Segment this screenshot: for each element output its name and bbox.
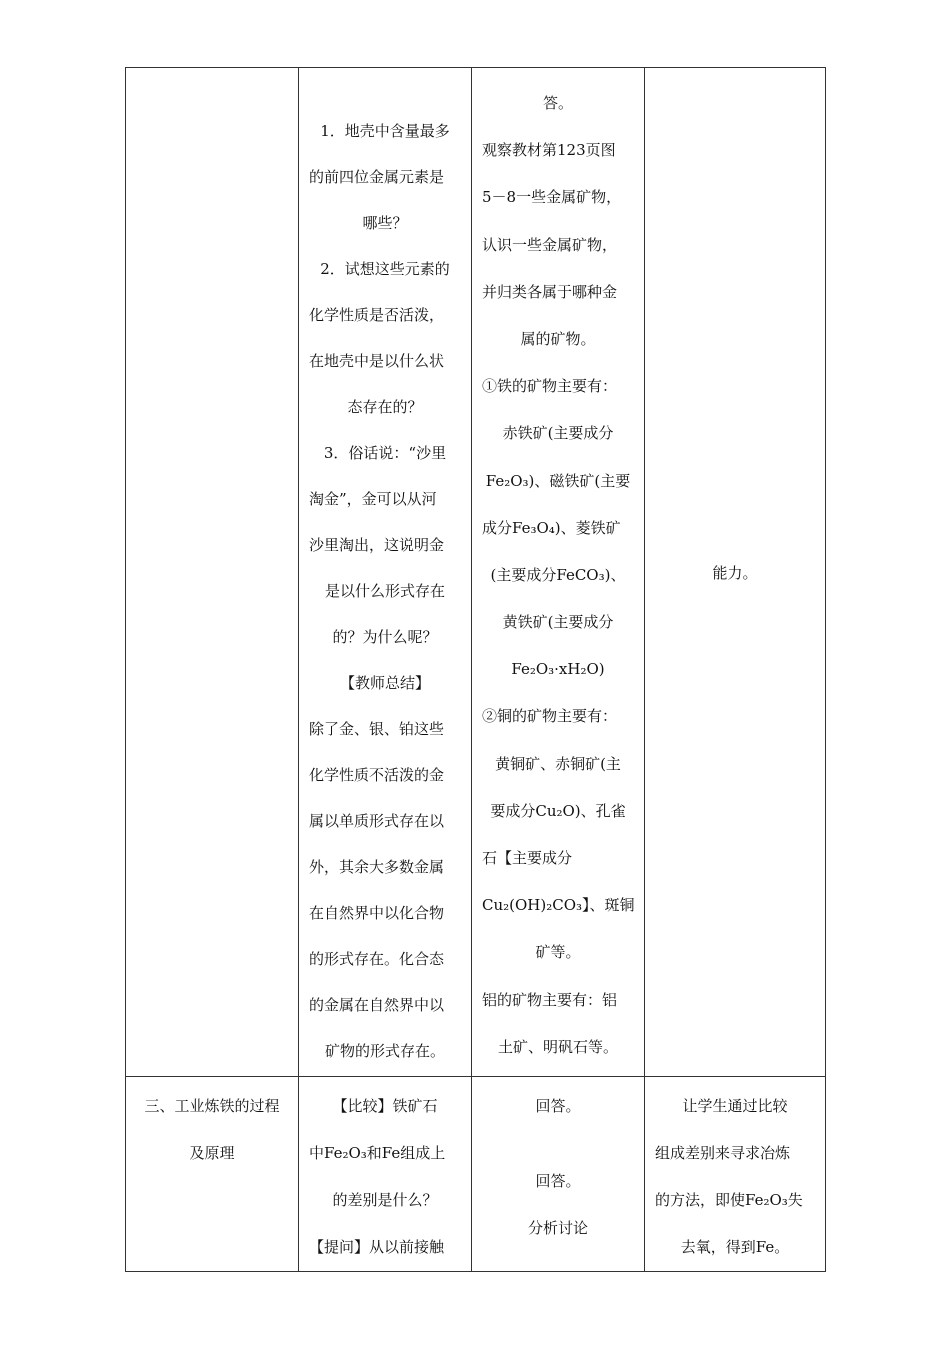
text-line: 1．地壳中含量最多 [320,122,450,140]
text-line: 化学性质是否活泼， [309,306,445,324]
text-line: 石【主要成分 [482,849,573,867]
text-line: 去氧，得到Fe。 [680,1238,790,1256]
text-line: 三、工业炼铁的过程 [144,1097,280,1115]
text-line: 土矿、明矾石等。 [497,1037,618,1056]
text-line: 沙里淘出，这说明金 [309,536,445,554]
text-line: Fe₂O₃·xH₂O) [511,660,605,679]
text-line: Fe₂O₃)、磁铁矿(主要 [485,471,631,490]
text-line: 【比较】铁矿石 [332,1097,438,1115]
text-line: (主要成分FeCO₃)、 [490,565,626,584]
text-line: 铝的矿物主要有：铝 [482,990,618,1009]
table-row [126,1077,826,1272]
text-line: 并归类各属于哪种金 [482,282,618,301]
text-line: 的金属在自然界中以 [309,996,445,1014]
text-line: 成分Fe₃O₄)、菱铁矿 [482,518,621,537]
student-activity-cell [472,68,645,1077]
design-intent-cell [645,68,826,1077]
text-line: 属以单质形式存在以 [309,812,445,830]
text-line: 淘金”，金可以从河 [309,490,437,508]
text-line: 属的矿物。 [520,329,596,348]
text-line: 赤铁矿(主要成分 [502,424,614,443]
text-line: ①铁的矿物主要有： [482,377,618,396]
text-line: 回答。 [535,1172,581,1190]
text-line: 矿物的形式存在。 [324,1042,445,1060]
text-line: 让学生通过比较 [682,1097,788,1115]
text-line: 矿等。 [535,943,581,962]
text-line: 的前四位金属元素是 [309,168,445,186]
text-line: 的方法，即使Fe₂O₃失 [655,1191,803,1209]
text-line: 的差别是什么？ [332,1191,438,1209]
text-line: 态存在的？ [347,398,423,416]
text-line: 在地壳中是以什么状 [309,352,445,370]
text-line: 的形式存在。化合态 [309,950,445,968]
text-line: 黄铜矿、赤铜矿(主 [495,754,621,773]
text-line: 【教师总结】 [339,674,430,692]
teacher-activity-cell [299,1077,472,1272]
student-activity-cell [472,1077,645,1272]
spacer [482,1130,634,1158]
text-line: 中Fe₂O₃和Fe组成上 [309,1144,446,1162]
text-line: 【提问】从以前接触 [309,1238,445,1256]
text-line: 分析讨论 [527,1219,588,1237]
text-line: 除了金、银、铂这些 [309,720,445,738]
text-line: 哪些？ [362,214,408,232]
text-line: 及原理 [189,1144,235,1162]
design-intent-text: 能力。 [712,563,758,582]
text-line: Cu₂(OH)₂CO₃】、斑铜 [482,896,635,915]
text-line: 答。 [542,94,573,112]
text-line: 黄铁矿(主要成分 [502,613,614,632]
section-cell [126,68,299,1077]
text-line: 要成分Cu₂O)、孔雀 [490,801,626,820]
text-line: ②铜的矿物主要有： [482,707,618,726]
text-line: 化学性质不活泼的金 [309,766,445,784]
text-line: 观察教材第123页图 [482,141,616,160]
table-row [126,68,826,1077]
text-line: 的？为什么呢？ [332,628,438,646]
text-line: 认识一些金属矿物， [482,235,618,254]
text-line: 5－8一些金属矿物， [482,188,622,207]
design-intent-cell [645,1077,826,1272]
text-line: 是以什么形式存在 [324,582,445,600]
text-line: 回答。 [535,1097,581,1115]
text-line: 外，其余大多数金属 [309,858,445,876]
text-line: 在自然界中以化合物 [309,904,445,922]
text-line: 3．俗话说：“沙里 [323,444,447,462]
text-line: 组成差别来寻求冶炼 [655,1144,791,1162]
teacher-activity-cell [299,68,472,1077]
text-line: 2．试想这些元素的 [320,260,450,278]
lesson-plan-table [125,67,826,1272]
section-cell [126,1077,299,1272]
